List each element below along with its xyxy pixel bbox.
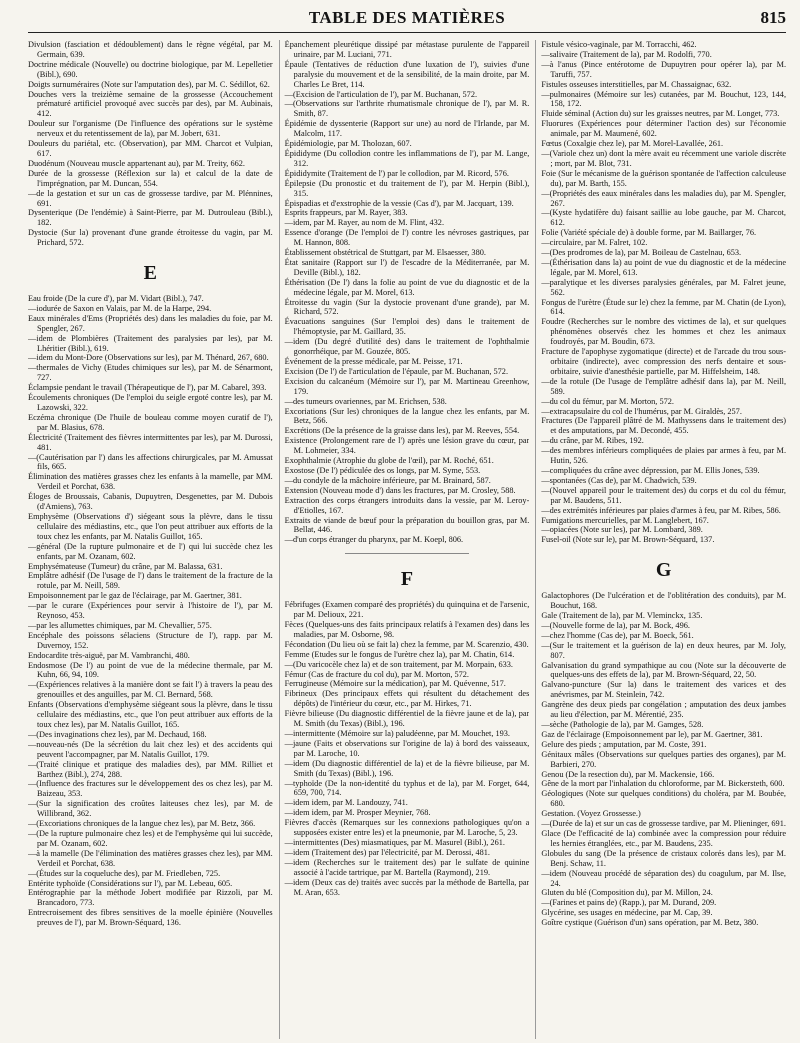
index-entry: Glycérine, ses usages en médecine, par M. Cap, 39. xyxy=(541,908,713,918)
index-entry: —extracapsulaire du col de l'humérus, par M. Giraldès, 257. xyxy=(541,406,742,416)
index-entry: Épidémiologie, par M. Tholozan, 607. xyxy=(284,139,412,149)
index-entry: Genou (De la resection du), par M. Mackensie, 166. xyxy=(541,769,715,779)
index-entry: Fracture de l'apophyse zygomatique (directe) et de l'arcade du trou sous-orbitaire (indirecte), avec compression des nerfs dentaire et sous-orbitaire, suivie d'anesthésie partielle, par M. Hiffelsheim, 148. xyxy=(541,347,787,376)
index-entry: —(Des prodromes de la), par M. Boileau de Castelnau, 653. xyxy=(541,248,742,258)
index-entry: Douleur sur l'organisme (De l'influence des opérations sur le système nerveux et du retentissement de la), par M. Jobert, 631. xyxy=(28,119,273,139)
index-entry: —idem (Traitement des) par l'électricité, par M. Derossi, 481. xyxy=(284,847,490,857)
index-entry: —(Des invaginations chez les), par M. Dechaud, 168. xyxy=(28,729,207,739)
index-entry: Goître cystique (Guérison d'un) sans opération, par M. Betz, 380. xyxy=(541,918,759,928)
index-entry: —idem de Plombières (Traitement des paralysies par les), par M. Lhéritier (Bibl.), 619. xyxy=(28,333,273,353)
index-entry: Fusel-oil (Note sur le), par M. Brown-Séquard, 137. xyxy=(541,535,715,545)
index-entry: Eaux minérales d'Ems (Propriétés des) dans les maladies du foie, par M. Spengler, 267. xyxy=(28,313,273,333)
index-entry: Fèces (Quelques-uns des faits principaux relatifs à l'examen des) dans les maladies, par M. Osborne, 98. xyxy=(284,620,530,639)
index-entry: Gêne de la mort par l'inhalation du chloroforme, par M. Bickersteth, 600. xyxy=(541,779,785,789)
index-entry: —des membres inférieurs compliquées de plaies par armes à feu, par M. Hutin, 526. xyxy=(541,446,787,466)
index-entry: Doigts surnuméraires (Note sur l'amputation des), par M. C. Sédillot, 62. xyxy=(28,79,270,89)
index-entry: Fœtus (Coxalgie chez le), par M. Morel-Lavallée, 261. xyxy=(541,139,724,149)
index-entry: —(Kyste hydatifère du) faisant saillie au lobe gauche, par M. Charcot, 612. xyxy=(541,208,787,228)
index-entry: —intermittentes (Des) miasmatiques, par M. Masurel (Bibl.), 261. xyxy=(284,837,505,847)
index-entry: Entérographie par la méthode Jobert modifiée par Rizzoli, par M. Brancadoro, 773. xyxy=(28,888,273,908)
index-entry: Épaule (Tentatives de réduction d'une luxation de l'), suivies d'une paralysie du mouvement et de la sensibilité, de la main droite, par M. Charles Le Bret, 114. xyxy=(284,59,530,89)
index-entry: —à l'anus (Pince entérotome de Dupuytren pour opérer la), par M. Taruffi, 757. xyxy=(541,59,787,79)
entries-g xyxy=(541,591,786,928)
index-entry: —du crâne, par M. Ribes, 192. xyxy=(541,436,644,446)
index-columns xyxy=(28,40,786,1039)
index-entry: —(Du varicocèle chez la) et de son traitement, par M. Morpain, 633. xyxy=(284,659,513,669)
entries-d xyxy=(28,40,273,248)
index-entry: Glace (De l'efficacité de la) combinée avec la compression pour réduire les hernies étranglées, etc., par M. Baudens, 235. xyxy=(541,828,787,848)
index-entry: —(Durée de la) et sur un cas de grossesse tardive, par M. Plieninger, 691. xyxy=(541,819,786,829)
index-entry: —paralytique et les diverses paralysies générales, par M. Falret jeune, 562. xyxy=(541,277,787,297)
index-entry: —idem (Deux cas de) traités avec succès par la méthode de Bartella, par M. Aran, 653. xyxy=(284,877,530,897)
index-entry: Élimination des matières grasses chez les enfants à la mamelle, par MM. Verdeil et Porchat, 638. xyxy=(28,472,273,492)
index-entry: Exostose (De l') pédiculée des os longs, par M. Syme, 553. xyxy=(284,465,481,475)
index-entry: Établissement obstétrical de Stuttgart, par M. Elsaesser, 380. xyxy=(284,248,486,258)
index-entry: Essence d'orange (De l'emploi de l') contre les névroses gastriques, par M. Hannon, 808. xyxy=(284,228,530,248)
index-entry: —spontanées (Cas de), par M. Chadwich, 539. xyxy=(541,475,697,485)
column-3 xyxy=(535,40,786,1039)
index-entry: Fécondation (Du lieu où se fait la) chez la femme, par M. Scarenzio, 430. xyxy=(284,639,529,649)
entries-e xyxy=(28,294,273,928)
index-entry: Géologiques (Note sur quelques conditions) du choléra, par M. Boubée, 680. xyxy=(541,789,787,809)
index-entry: Fibrineux (Des principaux effets qui résultent du détachement des dépôts) de l'intérieur du cœur, etc., par M. Hirkes, 71. xyxy=(284,689,530,709)
index-entry: —du col du fémur, par M. Morton, 572. xyxy=(541,396,674,406)
index-entry: Existence (Prolongement rare de l') après une lésion grave du cœur, par M. Lohmeier, 334. xyxy=(284,436,530,456)
index-entry: Folie (Variété spéciale de) à double forme, par M. Baillarger, 76. xyxy=(541,228,757,238)
index-entry: —idem (Du degré d'utilité des) dans le traitement de l'ophthalmie gonorrhéique, par M. Gouzée, 805. xyxy=(284,337,530,357)
index-entry: —idem (Recherches sur le traitement des) par le sulfate de quinine associé à l'acide tartrique, par M. Bartella (Raymond), 219. xyxy=(284,857,530,877)
index-entry: —chez l'homme (Cas de), par M. Boeck, 561. xyxy=(541,630,694,640)
index-entry: —iodurée de Saxon en Valais, par M. de la Harpe, 294. xyxy=(28,303,212,313)
index-entry: Gangrène des deux pieds par congélation ; amputation des deux jambes au lieu d'élection, par M. Mérentié, 235. xyxy=(541,700,787,720)
index-entry: —typhoïde (De la non-identité du typhus et de la), par M. Forget, 644, 659, 700, 714. xyxy=(284,778,530,798)
index-entry: Divulsion (fasciation et dédoublement) dans le règne végétal, par M. Germain, 639. xyxy=(28,40,273,59)
index-entry: Foie (Sur le mécanisme de la guérison spontanée de l'affection calculeuse du), par M. Barth, 155. xyxy=(541,168,787,188)
index-entry: Endocardite très-aiguë, par M. Vambranchi, 480. xyxy=(28,650,190,660)
index-entry: —idem (Du diagnostic différentiel de la) et de la fièvre bilieuse, par M. Smith (du Texas) (Bibl.), 196. xyxy=(284,758,530,778)
index-entry: —idem idem, par M. Landouzy, 741. xyxy=(284,798,408,808)
index-entry: Foudre (Recherches sur le nombre des victimes de la), et sur quelques phénomènes observés chez les hommes et chez les animaux foudroyés, par M. Boudin, 673. xyxy=(541,317,787,347)
index-entry: Empoisonnement par le gaz de l'éclairage, par M. Gaertner, 381. xyxy=(28,591,242,601)
section-letter-f: F xyxy=(400,568,414,591)
entries-f-continued xyxy=(541,40,786,545)
index-entry: Excision du calcanéum (Mémoire sur l'), par M. Martineau Greenhow, 179. xyxy=(284,376,530,396)
index-entry: —(Sur la signification des croûtes laiteuses chez les), par M. de Willibrand, 362. xyxy=(28,799,273,819)
index-entry: —(De la rupture pulmonaire chez les) et de l'emphysème qui lui succède, par M. Ozanam, 602. xyxy=(28,828,273,848)
index-entry: Fractures (De l'appareil plâtré de M. Mathyssens dans le traitement des) et des amputations, par M. Decondé, 455. xyxy=(541,416,787,436)
index-entry: —idem du Mont-Dore (Observations sur les), par M. Thénard, 267, 680. xyxy=(28,353,269,363)
index-entry: Extension (Nouveau mode d') dans les fractures, par M. Crosley, 588. xyxy=(284,485,516,495)
index-entry: —(Études sur la coqueluche des), par M. Friedleben, 725. xyxy=(28,868,221,878)
index-entry: —(Farines et pains de) (Rapp.), par M. Durand, 209. xyxy=(541,898,717,908)
index-entry: Gelure des pieds ; amputation, par M. Coste, 391. xyxy=(541,739,707,749)
index-entry: Éloges de Broussais, Cabanis, Dupuytren, Desgenettes, par M. Dubois (d'Amiens), 763. xyxy=(28,492,273,512)
index-entry: Extraits de viande de bœuf pour la préparation du bouillon gras, par M. Bellat, 446. xyxy=(284,515,530,535)
index-entry: Extraction des corps étrangers introduits dans la vessie, par M. Leroy-d'Etiolles, 167. xyxy=(284,495,530,515)
index-entry: —à la mamelle (De l'élimination des matières grasses chez les), par MM. Verdeil et Porchat, 638. xyxy=(28,848,273,868)
index-entry: —idem idem, par M. Prosper Meynier, 768. xyxy=(284,808,431,818)
index-entry: Épanchement pleurétique dissipé par métastase purulente de l'appareil urinaire, par M. Luciani, 771. xyxy=(284,40,530,59)
index-entry: Doctrine médicale (Nouvelle) ou doctrine biologique, par M. Lepelletier (Bibl.), 690. xyxy=(28,59,273,79)
index-entry: —des tumeurs ovariennes, par M. Erichsen, 538. xyxy=(284,396,447,406)
index-entry: Fièvre bilieuse (Du diagnostic différentiel de la fièvre jaune et de la), par M. Smith (du Texas) (Bibl.), 196. xyxy=(284,709,530,729)
index-entry: —(Propriétés des eaux minérales dans les maladies du), par M. Spengler, 267. xyxy=(541,188,787,208)
index-entry: —salivaire (Traitement de la), par M. Rodolfi, 770. xyxy=(541,49,712,59)
index-entry: Entrecroisement des fibres sensitives de la moelle épinière (Nouvelles preuves de l'), par M. Brown-Séquard, 136. xyxy=(28,908,273,928)
index-entry: Écoulements chroniques (De l'emploi du seigle ergoté contre les), par M. Lazowski, 322. xyxy=(28,393,273,412)
index-entry: Femme (Etudes sur le fongus de l'urètre chez la), par M. Chatin, 614. xyxy=(284,649,515,659)
index-entry: Endosmose (De l') au point de vue de la médecine thermale, par M. Kuhn, 66, 94, 109. xyxy=(28,660,273,680)
section-divider xyxy=(345,553,470,554)
index-entry: Génitaux mâles (Observations sur quelques parties des organes), par M. Barbieri, 270. xyxy=(541,749,787,769)
index-entry: —(Expériences relatives à la manière dont se fait l') à travers la peau des grenouilles et des anguilles, par M. Cl. Bernard, 568. xyxy=(28,680,273,700)
index-entry: Enfants (Observations d'emphysème siégeant sous la plèvre, dans le tissu cellulaire des médiastins, etc., que l'on peut attribuer aux efforts de la toux chez les), par M. Natalis Guillot, 165. xyxy=(28,700,273,729)
entries-f xyxy=(285,600,530,897)
index-entry: Encéphale des poissons sélaciens (Structure de l'), rapp. par M. Duvernoy, 152. xyxy=(28,630,273,650)
index-entry: Fumigations mercurielles, par M. Langlebert, 167. xyxy=(541,515,709,525)
index-entry: Duodénum (Nouveau muscle appartenant au), par M. Treity, 662. xyxy=(28,158,245,168)
index-entry: Esprits frappeurs, par M. Rayer, 383. xyxy=(284,208,408,218)
section-letter-g: G xyxy=(655,559,672,582)
index-entry: Galvanisation du grand sympathique au cou (Note sur la découverte de quelques-uns des effets de la), par M. Brown-Séquard, 22, 50. xyxy=(541,660,787,680)
index-entry: Emphysème (Observations d') siégeant sous la plèvre, dans le tissu cellulaire des médiastins, etc., que l'on peut attribuer aux efforts de la toux chez les enfants, par M. Natalis Guillot, 165. xyxy=(28,511,273,541)
index-entry: —(Variole chez un) dont la mère avait eu récemment une variole discrète ; mort, par M. Blot, 731. xyxy=(541,148,787,168)
section-letter-e: E xyxy=(143,262,157,285)
index-entry: —sèche (Pathologie de la), par M. Gamges, 528. xyxy=(541,720,704,729)
index-entry: —intermittente (Mémoire sur la) paludéenne, par M. Mouchet, 193. xyxy=(284,729,511,738)
index-entry: Fièvres d'accès (Remarques sur les connexions pathologiques qu'on a supposées exister entre les) et la pneumonie, par M. Laroche, 5, 23. xyxy=(284,818,530,838)
index-entry: —d'un corps étranger du pharynx, par M. Koepl, 806. xyxy=(284,535,464,545)
index-entry: Ferrugineuse (Mémoire sur la médication), par M. Quévenne, 517. xyxy=(284,679,506,689)
index-entry: Épididyme (Du collodion contre les inflammations de l'), par M. Lange, 312. xyxy=(284,148,530,168)
index-entry: Événement de la presse médicale, par M. Peisse, 171. xyxy=(284,357,463,366)
index-entry: Eczéma chronique (De l'huile de bouleau comme moyen curatif de l'), par M. Blasius, 678. xyxy=(28,412,273,432)
index-entry: —idem, par M. Rayer, au nom de M. Flint, 432. xyxy=(284,218,445,228)
index-entry: —opiacées (Note sur les), par M. Lombard, 389. xyxy=(541,525,703,535)
index-entry: —général (De la rupture pulmonaire et de l') qui lui succède chez les enfants, par M. Ozanam, 602. xyxy=(28,541,273,561)
index-entry: Eau froide (De la cure d'), par M. Vidart (Bibl.), 747. xyxy=(28,294,204,304)
index-entry: État sanitaire (Rapport sur l') de l'escadre de la Méditerranée, par M. Deville (Bibl.), 182. xyxy=(284,257,530,277)
index-entry: —jaune (Faits et observations sur l'origine de la) à bord des vaisseaux, par M. Laroche, 10. xyxy=(284,738,530,758)
index-entry: Fémur (Cas de fracture du col du), par M. Morton, 572. xyxy=(284,669,470,679)
index-entry: Excrétions (De la présence de la graisse dans les), par M. Reeves, 554. xyxy=(284,426,520,436)
index-entry: Durée de la grossesse (Réflexion sur la) et calcul de la date de l'imprégnation, par M. Duncan, 554. xyxy=(28,168,273,188)
index-entry: —du condyle de la mâchoire inférieure, par M. Brainard, 587. xyxy=(284,475,491,485)
index-entry: —pulmonaires (Mémoire sur les) cutanées, par M. Bouchut, 123, 144, 158, 172. xyxy=(541,89,787,109)
running-title: TABLE DES MATIÈRES xyxy=(308,8,506,27)
index-entry: Gale (Traitement de la), par M. Vleminckx, 135. xyxy=(541,611,703,621)
index-entry: Fongus de l'urètre (Étude sur le) chez la femme, par M. Chatin (de Lyon), 614. xyxy=(541,297,787,317)
index-entry: —(Excoriations chroniques de la langue chez les), par M. Betz, 366. xyxy=(28,819,256,829)
index-entry: Galvano-puncture (Sur la) dans le traitement des varices et des anévrismes, par M. Steinlein, 742. xyxy=(541,680,787,700)
index-entry: —(Sur le traitement et la guérison de la) en deux heures, par M. Joly, 807. xyxy=(541,640,787,660)
index-entry: Gaz de l'éclairage (Empoisonnement par le), par M. Gaertner, 381. xyxy=(541,729,763,739)
index-entry: Fistules osseuses interstitielles, par M. Chassaignac, 632. xyxy=(541,79,732,89)
index-entry: —circulaire, par M. Falret, 102. xyxy=(541,238,648,248)
index-entry: —(Traité clinique et pratique des maladies des), par MM. Rilliet et Barthez (Bibl.), 274, 288. xyxy=(28,759,273,779)
page-header xyxy=(28,6,786,33)
index-entry: —compliquées du crâne avec dépression, par M. Ellis Jones, 539. xyxy=(541,465,760,475)
index-entry: Douleurs du pariétal, etc. (Observation), par MM. Charcot et Vulpian, 617. xyxy=(28,139,273,158)
index-entry: Fébrifuges (Examen comparé des propriétés) du quinquina et de l'arsenic, par M. Delioux, 221. xyxy=(284,600,530,620)
index-entry: Épispadias et d'exstrophie de la vessie (Cas d'), par M. Jacquart, 139. xyxy=(284,198,514,208)
index-entry: Dysenterique (De l'endémie) à Saint-Pierre, par M. Dutrouleau (Bibl.), 182. xyxy=(28,208,273,228)
index-entry: Excoriations (Sur les) chroniques de la langue chez les enfants, par M. Betz, 566. xyxy=(284,406,530,426)
entries-e-continued xyxy=(285,40,530,545)
index-entry: —(Observations sur l'arthrite rhumatismale chronique de l'), par M. R. Smith, 87. xyxy=(284,99,530,119)
column-1 xyxy=(28,40,273,1039)
index-entry: —(Excision de l'articulation de l'), par M. Buchanan, 572. xyxy=(284,89,478,99)
index-entry: Emplâtre adhésif (De l'usage de l') dans le traitement de la fracture de la rotule, par M. Neill, 589. xyxy=(28,571,273,591)
index-entry: Électricité (Traitement des fièvres intermittentes par les), par M. Durossi, 481. xyxy=(28,432,273,452)
index-entry: Galactophores (De l'ulcération et de l'oblitération des conduits), par M. Bouchut, 168. xyxy=(541,591,787,611)
index-entry: Fistule vésico-vaginale, par M. Torracchi, 462. xyxy=(541,40,697,49)
index-entry: Éthérisation (De l') dans la folie au point de vue du diagnostic et de la médecine légale, par M. Morel, 613. xyxy=(284,277,530,297)
index-entry: —des extrémités inférieures par plaies d'armes à feu, par M. Ribes, 586. xyxy=(541,505,781,515)
index-entry: —par les allumettes chimiques, par M. Chevallier, 575. xyxy=(28,620,212,630)
index-entry: —(Éthérisation dans la) au point de vue du diagnostic et de la médecine légale, par M. Morel, 613. xyxy=(541,257,787,277)
index-entry: Excision (De l') de l'articulation de l'épaule, par M. Buchanan, 572. xyxy=(284,366,509,376)
index-entry: Emphysémateuse (Tumeur) du crâne, par M. Balassa, 631. xyxy=(28,561,223,571)
index-entry: —de la rotule (De l'usage de l'emplâtre adhésif dans la), par M. Neill, 589. xyxy=(541,376,787,396)
index-entry: Fluide séminal (Action du) sur les graisses neutres, par M. Longet, 773. xyxy=(541,109,780,119)
index-entry: Épidémie de dyssenterie (Rapport sur une) au nord de l'Irlande, par M. Malcolm, 117. xyxy=(284,119,530,139)
index-entry: —(Nouvel appareil pour le traitement des) du corps et du col du fémur, par M. Baudens, 511. xyxy=(541,485,787,505)
index-entry: —de la gestation et sur un cas de grossesse tardive, par M. Plénnines, 691. xyxy=(28,188,273,208)
index-entry: —nouveau-nés (De la sécrétion du lait chez les) et des accidents qui peuvent l'accompagner, par M. Natalis Guillot, 179. xyxy=(28,739,273,759)
index-entry: —(Nouvelle forme de la), par M. Bock, 496. xyxy=(541,620,690,630)
column-2 xyxy=(279,40,530,1039)
index-entry: —idem (Nouveau procédé de séparation des) du coagulum, par M. Ilse, 24. xyxy=(541,868,787,888)
index-entry: —thermales de Vichy (Etudes chimiques sur les), par M. de Sénarmont, 727. xyxy=(28,363,273,383)
index-entry: —par le curare (Expériences pour servir à l'histoire de l'), par M. Reynoso, 453. xyxy=(28,601,273,621)
index-entry: Évacuations sanguines (Sur l'emploi des) dans le traitement de l'hémoptysie, par M. Gaillard, 35. xyxy=(284,317,530,337)
index-entry: Douches vers la treizième semaine de la grossesse (Accouchement prématuré artificiel provoqué avec succès par des), par M. Aubinais, 412. xyxy=(28,89,273,119)
index-entry: Exophthalmie (Atrophie du globe de l'œil), par M. Roché, 651. xyxy=(284,456,494,466)
index-entry: Globules du sang (De la présence de cristaux colorés dans les), par M. Benj. Schaw, 11. xyxy=(541,848,787,868)
index-entry: Dystocie (Sur la) provenant d'une grande étroitesse du vagin, par M. Prichard, 572. xyxy=(28,228,273,248)
index-entry: —(Cautérisation par l') dans les affections chirurgicales, par M. Amussat fils, 665. xyxy=(28,452,273,472)
index-entry: Entérite typhoïde (Considérations sur l'), par M. Lebeau, 605. xyxy=(28,878,233,888)
index-entry: Fluorures (Expériences pour déterminer l'action des) sur l'économie animale, par M. Maumené, 602. xyxy=(541,119,787,139)
index-entry: Gestation. (Voyez Grossesse.) xyxy=(541,809,641,819)
index-entry: Épididymite (Traitement de l') par le collodion, par M. Ricord, 576. xyxy=(284,168,509,178)
index-entry: Étroitesse du vagin (Sur la dystocie provenant d'une grande), par M. Richard, 572. xyxy=(284,297,530,317)
index-entry: Éclampsie pendant le travail (Thérapeutique de l'), par M. Cabarel, 393. xyxy=(28,383,267,393)
page-number: 815 xyxy=(760,8,786,27)
index-entry: Gluten du blé (Composition du), par M. Millon, 24. xyxy=(541,888,713,898)
index-entry: —(Influence des fractures sur le développement des os chez les), par M. Baizeau, 353. xyxy=(28,779,273,799)
index-entry: Épilepsie (Du pronostic et du traitement de l'), par M. Herpin (Bibl.), 315. xyxy=(284,178,530,198)
